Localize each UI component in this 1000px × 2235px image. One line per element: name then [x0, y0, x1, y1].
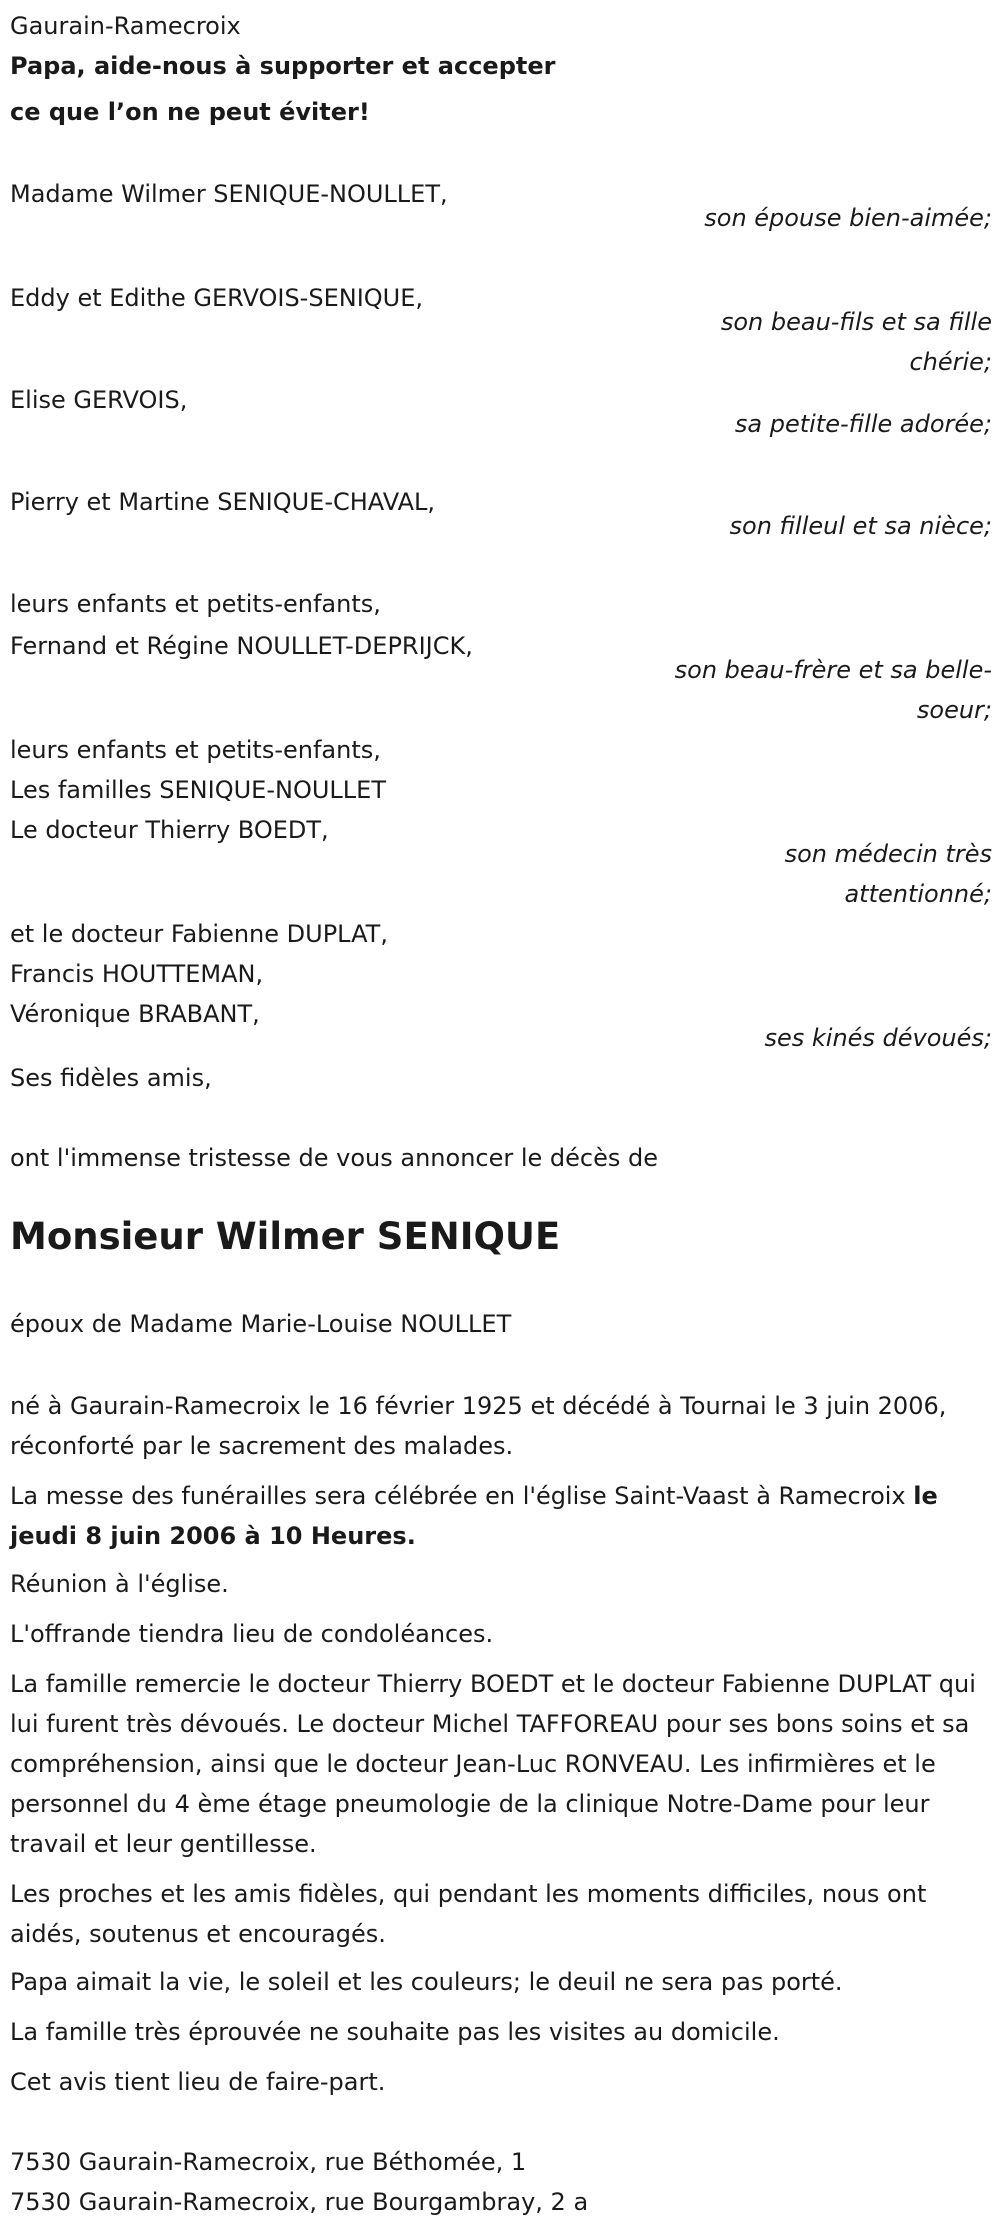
deceased-name: Monsieur Wilmer SENIQUE: [10, 1215, 561, 1258]
family-name-4: Pierry et Martine SENIQUE-CHAVAL,: [10, 488, 435, 516]
family-name-6: Fernand et Régine NOULLET-DEPRIJCK,: [10, 632, 473, 660]
family-name-9: Le docteur Thierry BOEDT,: [10, 816, 329, 844]
family-relation-4: son filleul et sa nièce;: [729, 512, 992, 540]
address-1: 7530 Gaurain-Ramecroix, rue Béthomée, 1: [10, 2148, 527, 2176]
mass-text: La messe des funérailles sera célébrée en l'église Saint-Vaast à Ramecroix: [10, 1482, 914, 1510]
family-name-8: Les familles SENIQUE-NOULLET: [10, 776, 386, 804]
family-relation-6: son beau-frère et sa belle-soeur;: [674, 656, 992, 724]
family-name-1: Madame Wilmer SENIQUE-NOULLET,: [10, 180, 448, 208]
family-name-2: Eddy et Edithe GERVOIS-SENIQUE,: [10, 284, 424, 312]
family-name-7: leurs enfants et petits-enfants,: [10, 736, 381, 764]
offering-paragraph: L'offrande tiendra lieu de condoléances.: [10, 1620, 494, 1648]
family-name-3: Elise GERVOIS,: [10, 386, 188, 414]
family-relation-3: sa petite-fille adorée;: [734, 410, 992, 438]
place-header: Gaurain-Ramecroix: [10, 12, 241, 40]
address-2: 7530 Gaurain-Ramecroix, rue Bourgambray, 2 a: [10, 2188, 589, 2216]
thanks-friends-paragraph: Les proches et les amis fidèles, qui pendant les moments difficiles, nous ont aidés, soutenus et encouragés.: [10, 1880, 927, 1948]
family-relation-9: son médecin très attentionné;: [784, 840, 992, 908]
family-name-13: Ses fidèles amis,: [10, 1064, 212, 1092]
family-name-5: leurs enfants et petits-enfants,: [10, 590, 381, 618]
quote-line-2: ce que l’on ne peut éviter!: [10, 98, 370, 126]
spouse-line: époux de Madame Marie-Louise NOULLET: [10, 1310, 512, 1338]
reunion-paragraph: Réunion à l'église.: [10, 1570, 229, 1598]
birth-death-paragraph: né à Gaurain-Ramecroix le 16 février 1925 et décédé à Tournai le 3 juin 2006, réconforté par le sacrement des malades.: [10, 1392, 947, 1460]
mass-paragraph: [10, 1476, 985, 1556]
family-relation-1: son épouse bien-aimée;: [704, 204, 992, 232]
mass-date: le jeudi 8 juin 2006 à 10 Heures.: [10, 1482, 938, 1550]
family-name-12: Véronique BRABANT,: [10, 1000, 260, 1028]
family-name-11: Francis HOUTTEMAN,: [10, 960, 264, 988]
mourning-paragraph: Papa aimait la vie, le soleil et les couleurs; le deuil ne sera pas porté.: [10, 1968, 843, 1996]
announcement-text: ont l'immense tristesse de vous annoncer le décès de: [10, 1144, 659, 1172]
faire-part-paragraph: Cet avis tient lieu de faire-part.: [10, 2068, 386, 2096]
family-name-10: et le docteur Fabienne DUPLAT,: [10, 920, 388, 948]
quote-line-1: Papa, aide-nous à supporter et accepter: [10, 52, 556, 80]
family-relation-2: son beau-fils et sa fille chérie;: [720, 308, 992, 376]
family-relation-12: ses kinés dévoués;: [764, 1024, 992, 1052]
thanks-doctors-paragraph: La famille remercie le docteur Thierry BOEDT et le docteur Fabienne DUPLAT qui lui furent très dévoués. Le docteur Michel TAFFOREAU pour ses bons soins et sa compréhension, ainsi que le docteur Jean-Luc RONVEAU. Les infirmières et le personnel du 4 ème étage pneumologie de la clinique Notre-Dame pour leur travail et leur gentillesse.: [10, 1670, 976, 1858]
no-visits-paragraph: La famille très éprouvée ne souhaite pas les visites au domicile.: [10, 2018, 780, 2046]
